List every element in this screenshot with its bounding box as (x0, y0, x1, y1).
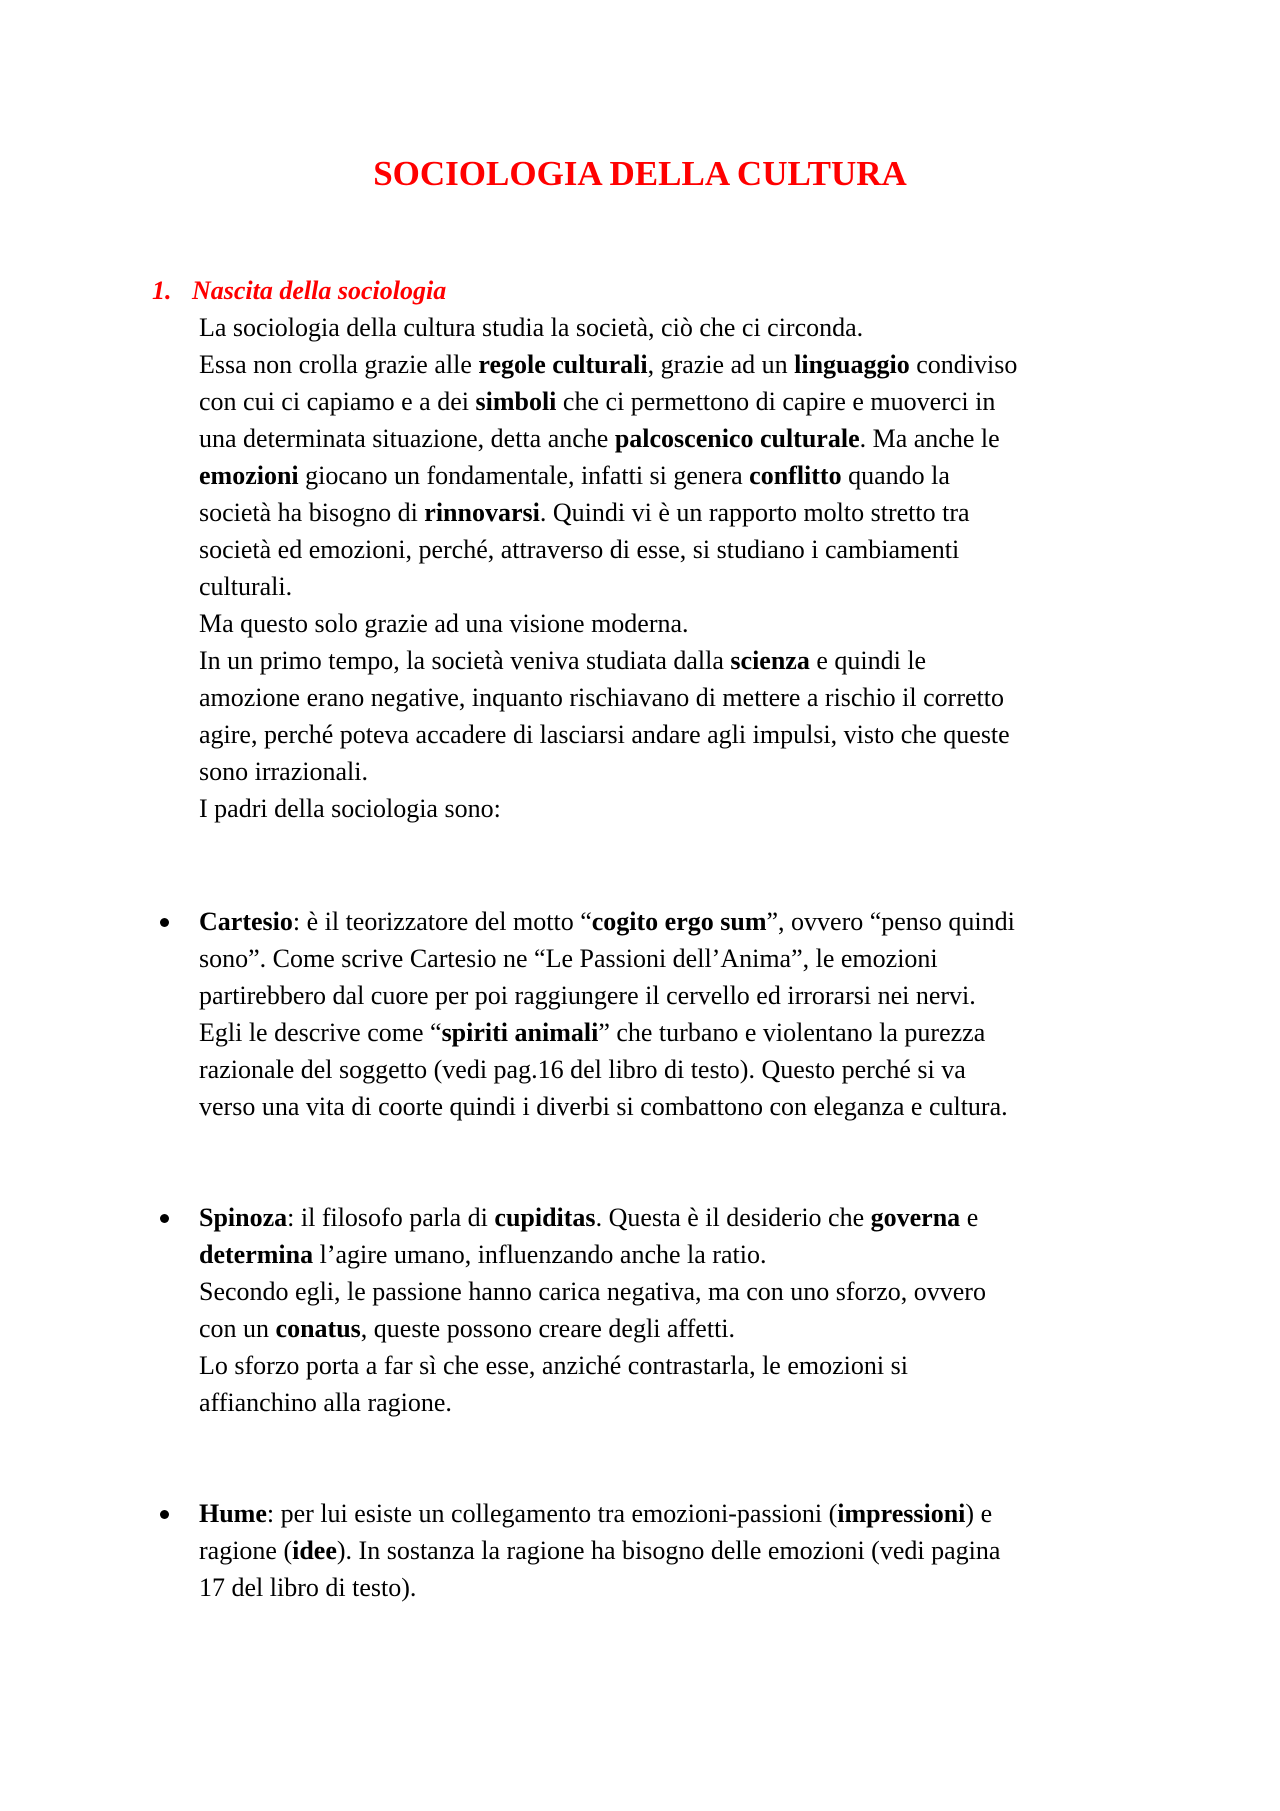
document-title: SOCIOLOGIA DELLA CULTURA (373, 154, 907, 193)
text-line: I padri della sociologia sono: (199, 794, 501, 823)
bullet-text (199, 1495, 1149, 1606)
bold-term: cogito ergo sum (591, 907, 767, 936)
bold-term: simboli (475, 387, 557, 416)
bold-term: emozioni (199, 461, 299, 490)
section-heading (152, 273, 446, 309)
bold-term: cupiditas (494, 1203, 596, 1232)
bold-term: regole culturali (478, 350, 648, 379)
text-line: società ha bisogno di rinnovarsi. Quindi vi è un rapporto molto stretto tra (199, 498, 970, 527)
bold-term: governa (870, 1203, 961, 1232)
bold-term: impressioni (837, 1499, 966, 1528)
bold-term: palcoscenico culturale (614, 424, 860, 453)
text-line: Lo sforzo porta a far sì che esse, anziché contrastarla, le emozioni si (199, 1351, 908, 1380)
text-line: culturali. (199, 572, 293, 601)
text-line: determina l’agire umano, influenzando anche la ratio. (199, 1240, 767, 1269)
bold-term: Spinoza (199, 1203, 288, 1232)
bold-term: idee (292, 1536, 337, 1565)
text-line: sono”. Come scrive Cartesio ne “Le Passioni dell’Anima”, le emozioni (199, 944, 938, 973)
bullet-dot-icon (160, 1214, 169, 1223)
text-line: Hume: per lui esiste un collegamento tra emozioni-passioni (impressioni) e (199, 1499, 993, 1528)
text-line: Essa non crolla grazie alle regole culturali, grazie ad un linguaggio condiviso (199, 350, 1018, 379)
text-line: con un conatus, queste possono creare degli affetti. (199, 1314, 736, 1343)
text-line: Egli le descrive come “spiriti animali” che turbano e violentano la purezza (199, 1018, 986, 1047)
text-line: amozione erano negative, inquanto rischiavano di mettere a rischio il corretto (199, 683, 1004, 712)
bullet-text (199, 903, 1149, 1125)
intro-paragraph (199, 309, 1149, 827)
text-line: Secondo egli, le passione hanno carica negativa, ma con uno sforzo, ovvero (199, 1277, 986, 1306)
text-line: emozioni giocano un fondamentale, infatti si genera conflitto quando la (199, 461, 950, 490)
text-line: La sociologia della cultura studia la società, ciò che ci circonda. (199, 313, 864, 342)
text-line: Spinoza: il filosofo parla di cupiditas. Questa è il desiderio che governa e (199, 1203, 979, 1232)
section-number: 1. (152, 276, 172, 305)
text-line: agire, perché poteva accadere di lasciarsi andare agli impulsi, visto che queste (199, 720, 1010, 749)
text-line: società ed emozioni, perché, attraverso di esse, si studiano i cambiamenti (199, 535, 960, 564)
section-heading-text: Nascita della sociologia (192, 276, 447, 305)
bullet-dot-icon (160, 1510, 169, 1519)
text-line: con cui ci capiamo e a dei simboli che ci permettono di capire e muoverci in (199, 387, 996, 416)
bold-term: rinnovarsi (424, 498, 540, 527)
bold-term: conatus (275, 1314, 361, 1343)
text-line: verso una vita di coorte quindi i diverbi si combattono con eleganza e cultura. (199, 1092, 1008, 1121)
bold-term: scienza (730, 646, 810, 675)
bold-term: spiriti animali (441, 1018, 599, 1047)
text-line: una determinata situazione, detta anche palcoscenico culturale. Ma anche le (199, 424, 1000, 453)
text-line: 17 del libro di testo). (199, 1573, 417, 1602)
bullet-dot-icon (160, 918, 169, 927)
text-line: In un primo tempo, la società veniva studiata dalla scienza e quindi le (199, 646, 927, 675)
text-line: razionale del soggetto (vedi pag.16 del libro di testo). Questo perché si va (199, 1055, 966, 1084)
bold-term: conflitto (749, 461, 842, 490)
text-line: Ma questo solo grazie ad una visione moderna. (199, 609, 689, 638)
text-line: partirebbero dal cuore per poi raggiungere il cervello ed irrorarsi nei nervi. (199, 981, 976, 1010)
text-line: Cartesio: è il teorizzatore del motto “cogito ergo sum”, ovvero “penso quindi (199, 907, 1015, 936)
text-line: sono irrazionali. (199, 757, 368, 786)
bullet-text (199, 1199, 1149, 1421)
bold-term: linguaggio (794, 350, 910, 379)
text-line: affianchino alla ragione. (199, 1388, 452, 1417)
text-line: ragione (idee). In sostanza la ragione ha bisogno delle emozioni (vedi pagina (199, 1536, 1001, 1565)
bold-term: determina (199, 1240, 314, 1269)
bold-term: Cartesio (199, 907, 293, 936)
bold-term: Hume (199, 1499, 267, 1528)
